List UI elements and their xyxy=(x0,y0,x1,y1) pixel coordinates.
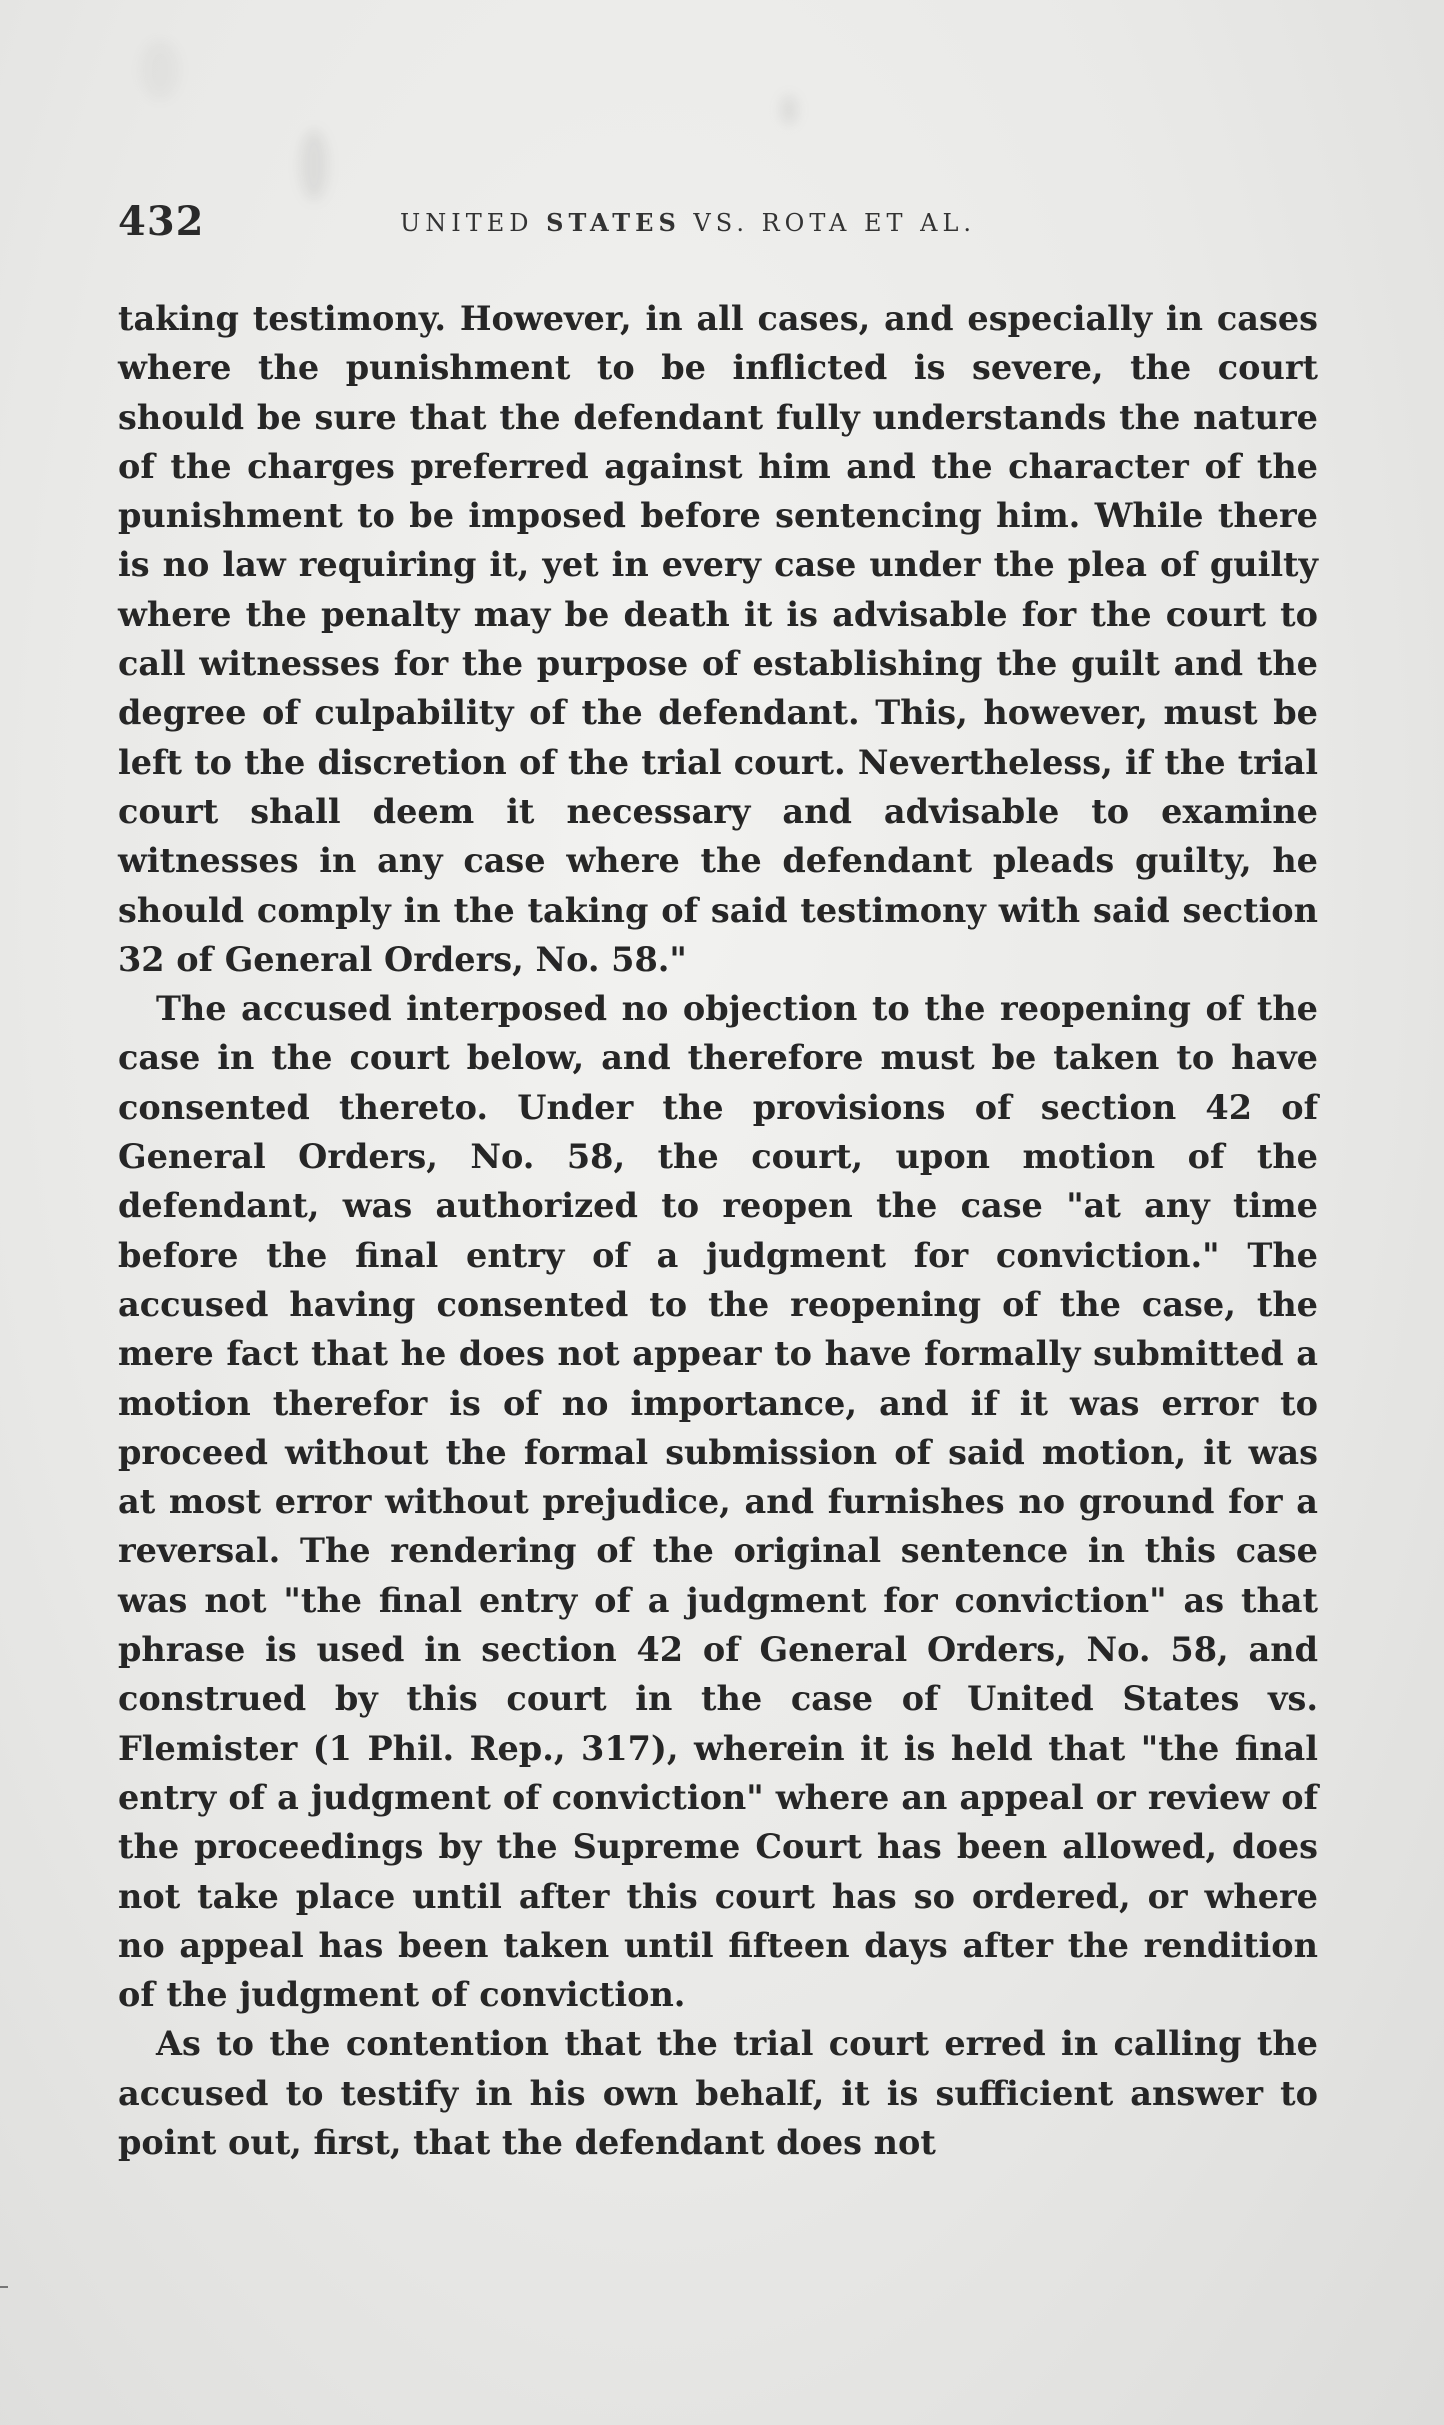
paragraph-1: taking testimony. However, in all cases, and especially in cases where the punishment to be inflicted is severe, the court should be sure that the defendant fully understands the nature of the charges preferred against him and the character of the punishment to be imposed before sentencing him. While there is no law requiring it, yet in every case under the plea of guilty where the penalty may be death it is advisable for the court to call witnesses for the purpose of establishing the guilt and the degree of culpability of the defendant. This, however, must be left to the discretion of the trial court. Nevertheless, if the trial court shall deem it necessary and advisable to examine witnesses in any case where the defendant pleads guilty, he should comply in the taking of said testimony with said section 32 of General Orders, No. 58." xyxy=(118,299,1318,979)
running-title xyxy=(400,208,976,237)
paragraph-3: As to the contention that the trial court erred in calling the accused to testify in his own behalf, it is sufficient answer to point out, first, that the defendant does not xyxy=(118,2024,1318,2162)
margin-mark xyxy=(0,2286,8,2288)
scan-smudge xyxy=(780,95,798,125)
running-title-part: VS. ROTA ET AL. xyxy=(680,209,977,237)
paragraph-2: The accused interposed no objection to the reopening of the case in the court below, and therefore must be taken to have consented thereto. Under the provisions of section 42 of General Orders, No. 58, the court, upon motion of the defendant, was authorized to reopen the case "at any time before the final entry of a judgment for conviction." The accused having consented to the reopening of the case, the mere fact that he does not appear to have formally submitted a motion therefor is of no importance, and if it was error to proceed without the formal submission of said motion, it was at most error without prejudice, and furnishes no ground for a reversal. The rendering of the original sentence in this case was not "the final entry of a judgment for conviction" as that phrase is used in section 42 of General Orders, No. 58, and construed by this court in the case of United States vs. Flemister (1 Phil. Rep., 317), wherein it is held that "the final entry of a judgment of conviction" where an appeal or review of the proceedings by the Supreme Court has been allowed, does not take place until after this court has so ordered, or where no appeal has been taken until fifteen days after the rendition of the judgment of conviction. xyxy=(118,989,1318,2015)
body-text xyxy=(118,294,1318,2167)
running-title-bold-part: STATES xyxy=(546,208,681,237)
page-header xyxy=(118,198,1318,254)
scan-smudge xyxy=(140,40,180,100)
scan-smudge xyxy=(300,130,328,200)
page-number: 432 xyxy=(118,198,205,245)
running-title-part: UNITED xyxy=(400,209,547,237)
